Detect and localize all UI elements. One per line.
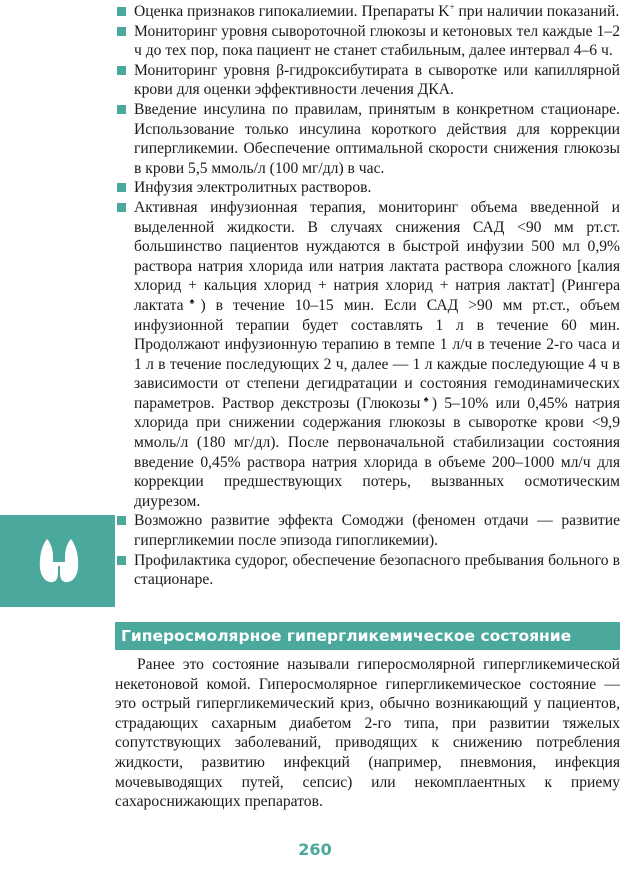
list-item-text: при наличии показаний. (454, 3, 620, 20)
list-item-text: ) в течение 10–15 мин. Если САД >90 мм рт.ст., объем инфузионной терапии будет составлять 1 л в течение 60 мин. Продолжают инфузионную терапию в темпе 1 л/ч в течение 2-го часа и 1 л в течение последующих 2 ч, далее — 1 л каждые последующие 4 ч в зависимости от степени дегидратации и состояния гемодинамических параметров. Раствор декстрозы (Глюкозы (134, 296, 621, 412)
square-bullet-icon (117, 66, 126, 75)
square-bullet-icon (117, 183, 126, 192)
section-heading: Гиперосмолярное гипергликемическое состояние (115, 622, 620, 650)
list-item (115, 198, 620, 512)
trademark-mark: ♠ (420, 393, 432, 404)
list-item-text: Активная инфузионная терапия, мониторинг объема введенной и выделенной жидкости. В случаях снижения САД <90 мм рт.ст. большинство пациентов нуждаются в быстрой инфузии 500 мл 0,9% раствора натрия хлорида или натрия лактата раствора сложного [калия хлорид + кальция хлорид + натрия хлорид + натрия лактат] (Рингера лактата (134, 198, 620, 314)
page-number: 260 (298, 840, 332, 859)
list-item (115, 61, 620, 100)
trademark-mark: ♠ (183, 295, 201, 306)
list-item-text: Мониторинг уровня β-гидроксибутирата в сыворотке или капиллярной крови для оценки эффективности лечения ДКА. (134, 61, 620, 99)
square-bullet-icon (117, 203, 126, 212)
list-item-text: Введение инсулина по правилам, принятым в конкретном стационаре. Использование только инсулина короткого действия для коррекции гипергликемии. Обеспечение оптимальной скорости снижения глюкозы в крови 5,5 ммоль/л (100 мг/дл) в час. (134, 100, 620, 177)
square-bullet-icon (117, 27, 126, 36)
list-item (115, 100, 620, 178)
list-item-text: ) 5–10% или 0,45% натрия хлорида при снижении содержания глюкозы в сыворотке крови <9,9 ммоль/л (180 мг/дл). После первоначальной стабилизации состояния введение 0,45% раствора натрия хлорида в объеме 200–1000 мл/ч для коррекции предшествующих потерь, вызванных осмотическим диурезом. (134, 394, 621, 510)
square-bullet-icon (117, 105, 126, 114)
square-bullet-icon (117, 516, 126, 525)
list-item-text: Возможно развитие эффекта Сомоджи (феномен отдачи — развитие гипергликемии после эпизода гипогликемии). (134, 512, 620, 550)
superscript: + (449, 1, 455, 12)
list-item-text: Инфузия электролитных растворов. (134, 179, 372, 197)
list-item-text: Оценка признаков гипокалиемии. Препараты K (134, 3, 450, 20)
list-item (115, 2, 620, 22)
square-bullet-icon (117, 556, 126, 565)
chapter-tab (0, 515, 115, 607)
thyroid-gland-icon (38, 537, 80, 585)
list-item (115, 511, 620, 550)
body-paragraph: Ранее это состояние называли гиперосмолярной гипергликемической некетоновой комой. Гиперосмолярное гипергликемическое состояние — это острый гипергликемический криз, обычно возникающий у пациентов, страдающих сахарным диабетом 2-го типа, при развитии тяжелых сопутствующих заболеваний, приводящих к снижению потребления жидкости, развитию инфекций (например, пневмония, инфекция мочевыводящих путей, сепсис) или некомплаентных к приему сахароснижающих препаратов. (115, 656, 620, 811)
bullet-list (115, 2, 620, 590)
list-item (115, 551, 620, 590)
list-item-text: Мониторинг уровня сывороточной глюкозы и кетоновых тел каждые 1–2 ч до тех пор, пока пациент не станет стабильным, далее интервал 4–6 ч. (134, 22, 620, 60)
list-item (115, 178, 620, 198)
list-item (115, 22, 620, 61)
list-item-text: Профилактика судорог, обеспечение безопасного пребывания больного в стационаре. (134, 551, 620, 589)
square-bullet-icon (117, 7, 126, 16)
